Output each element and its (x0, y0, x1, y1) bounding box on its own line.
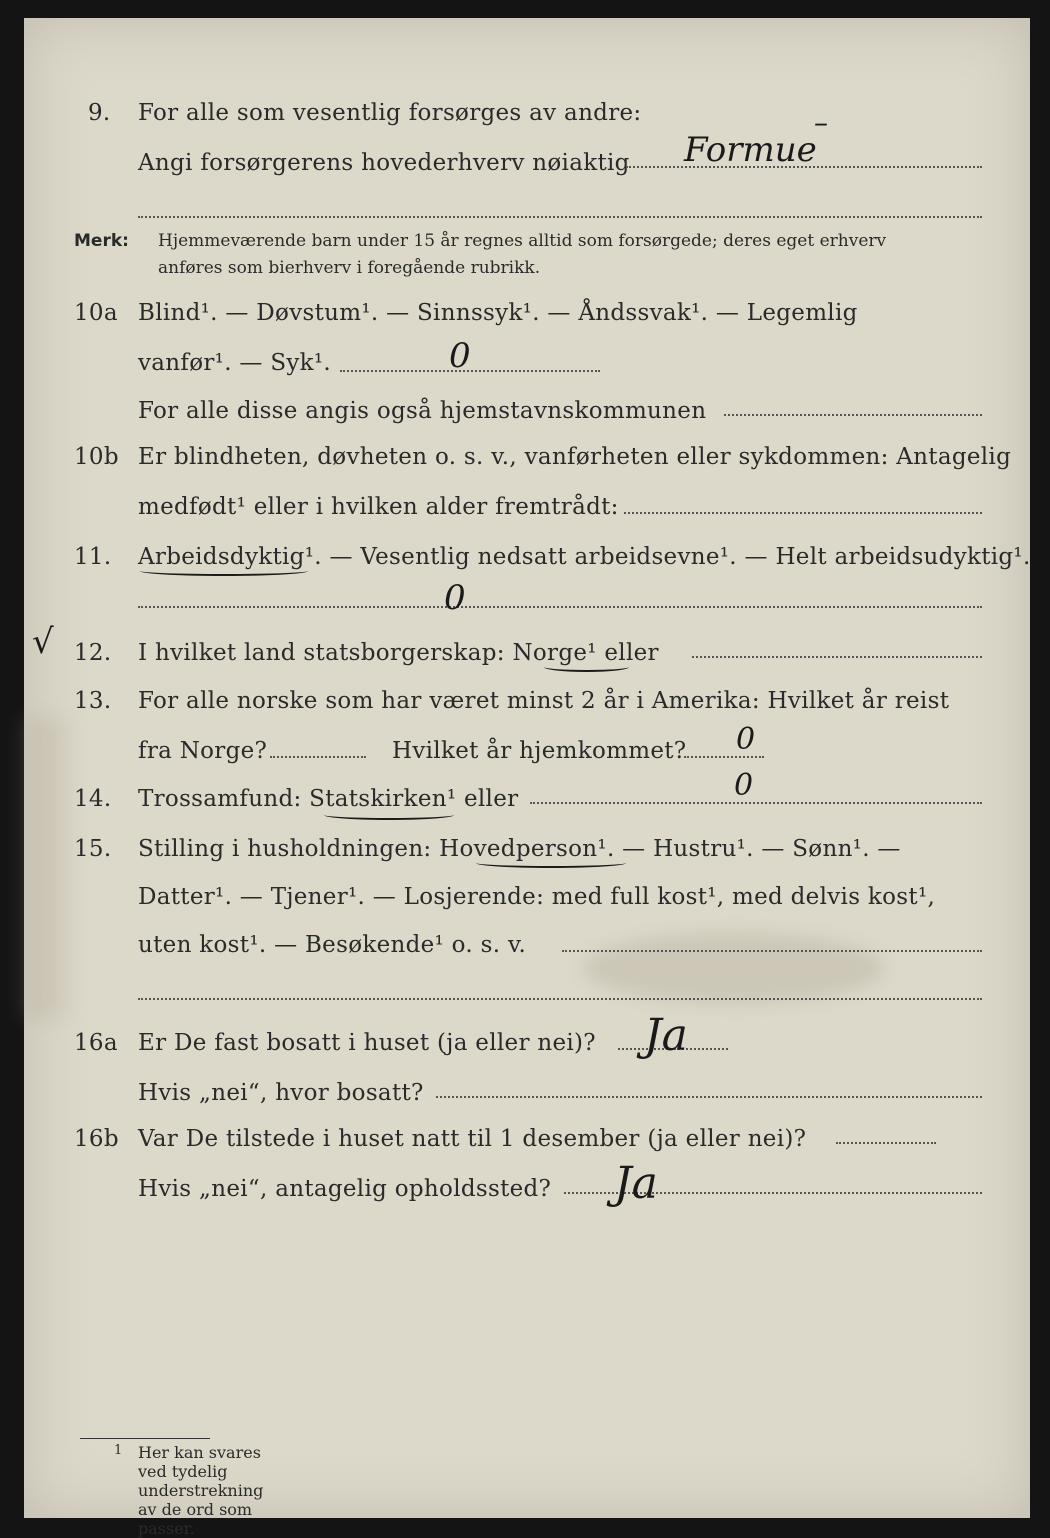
q12-handwritten-underline (544, 662, 629, 672)
merk-note (74, 228, 129, 255)
q16a-text-1: Er De fast bosatt i huset (ja eller nei)? (138, 1030, 596, 1056)
q12-answer-field[interactable] (692, 654, 982, 658)
merk-label: Merk: (74, 231, 129, 251)
q13-number: 13. (74, 688, 112, 714)
q9-answer-dash: – (814, 106, 828, 139)
checkmark-icon: √ (32, 622, 54, 662)
q16b-text-2: Hvis „nei“, antagelig opholdssted? (138, 1176, 552, 1202)
q16b-answer-field[interactable] (836, 1140, 936, 1144)
q16b-handwritten-answer: Ja (614, 1158, 658, 1209)
q14-handwritten-answer: 0 (734, 768, 754, 803)
q15-text-2: Datter¹. — Tjener¹. — Losjerende: med full kost¹, med delvis kost¹, (138, 884, 936, 910)
q15-text-1: Stilling i husholdningen: Hovedperson¹. — Hustru¹. — Sønn¹. — (138, 836, 901, 862)
q10a-text-3: For alle disse angis også hjemstavnskommunen (138, 398, 707, 424)
footnote-rule (80, 1438, 210, 1439)
q10b-text-2: medfødt¹ eller i hvilken alder fremtrådt: (138, 494, 619, 520)
q10a-text-1: Blind¹. — Døvstum¹. — Sinnssyk¹. — Åndssvak¹. — Legemlig (138, 300, 858, 326)
q13-reist-field[interactable] (270, 754, 366, 758)
q11-handwritten-underline (140, 566, 308, 576)
q11-handwritten-answer: 0 (444, 578, 466, 618)
q15-handwritten-underline (476, 858, 626, 868)
q13-text-2a: fra Norge? (138, 738, 268, 764)
q16b-text-1: Var De tilstede i huset natt til 1 desember (ja eller nei)? (138, 1126, 807, 1152)
q15-answer-field[interactable] (562, 948, 982, 952)
q9-handwritten-answer: Formue (684, 130, 817, 170)
q16a-number: 16a (74, 1030, 118, 1056)
q15-text-3: uten kost¹. — Besøkende¹ o. s. v. (138, 932, 527, 958)
q12-text-1: I hvilket land statsborgerskap: Norge¹ eller (138, 640, 659, 666)
q12-number: 12. (74, 640, 112, 666)
q15-number: 15. (74, 836, 112, 862)
q16b-number: 16b (74, 1126, 119, 1152)
q9-text-2: Angi forsørgerens hovederhverv nøiaktig (138, 150, 630, 176)
q16a-bosatt-field[interactable] (436, 1094, 982, 1098)
q10a-kommune-field[interactable] (724, 412, 982, 416)
q11-number: 11. (74, 544, 112, 570)
q13-text-1: For alle norske som har været minst 2 år i Amerika: Hvilket år reist (138, 688, 950, 714)
q9-number: 9. (88, 100, 111, 126)
q10a-text-2: vanfør¹. — Syk¹. (138, 350, 332, 376)
paper-stain (584, 933, 884, 1003)
q14-text-1: Trossamfund: Statskirken¹ eller (138, 786, 519, 812)
q10b-answer-field[interactable] (624, 510, 982, 514)
paper-stain (24, 718, 64, 1018)
footnote-mark: 1 (114, 1443, 123, 1458)
census-form-page (24, 18, 1031, 1538)
q16a-handwritten-answer: Ja (644, 1010, 688, 1061)
q11-text-1: Arbeidsdyktig¹. — Vesentlig nedsatt arbeidsevne¹. — Helt arbeidsudyktig¹. (138, 544, 1031, 570)
q11-answer-field[interactable] (138, 604, 982, 608)
q10b-number: 10b (74, 444, 119, 470)
merk-text-2: anføres som bierhverv i foregående rubrikk. (158, 258, 541, 278)
merk-text-1: Hjemmeværende barn under 15 år regnes alltid som forsørgede; deres eget erhverv (158, 231, 887, 251)
q16a-text-2: Hvis „nei“, hvor bosatt? (138, 1080, 424, 1106)
footnote-text: Her kan svares ved tydelig understrekning av de ord som passer. (138, 1443, 264, 1538)
q13-text-2b: Hvilket år hjemkommet? (392, 738, 687, 764)
q14-answer-field[interactable] (530, 800, 982, 804)
q14-number: 14. (74, 786, 112, 812)
q10a-number: 10a (74, 300, 118, 326)
q9-text-1: For alle som vesentlig forsørges av andre: (138, 100, 642, 126)
q14-handwritten-underline (324, 810, 454, 820)
q15-extra-field[interactable] (138, 996, 982, 1000)
q10b-text-1: Er blindheten, døvheten o. s. v., vanførheten eller sykdommen: Antagelig (138, 444, 1012, 470)
q13-handwritten-answer: 0 (736, 722, 756, 757)
q10a-handwritten-answer: 0 (449, 336, 471, 376)
q9-extra-field[interactable] (138, 214, 982, 218)
